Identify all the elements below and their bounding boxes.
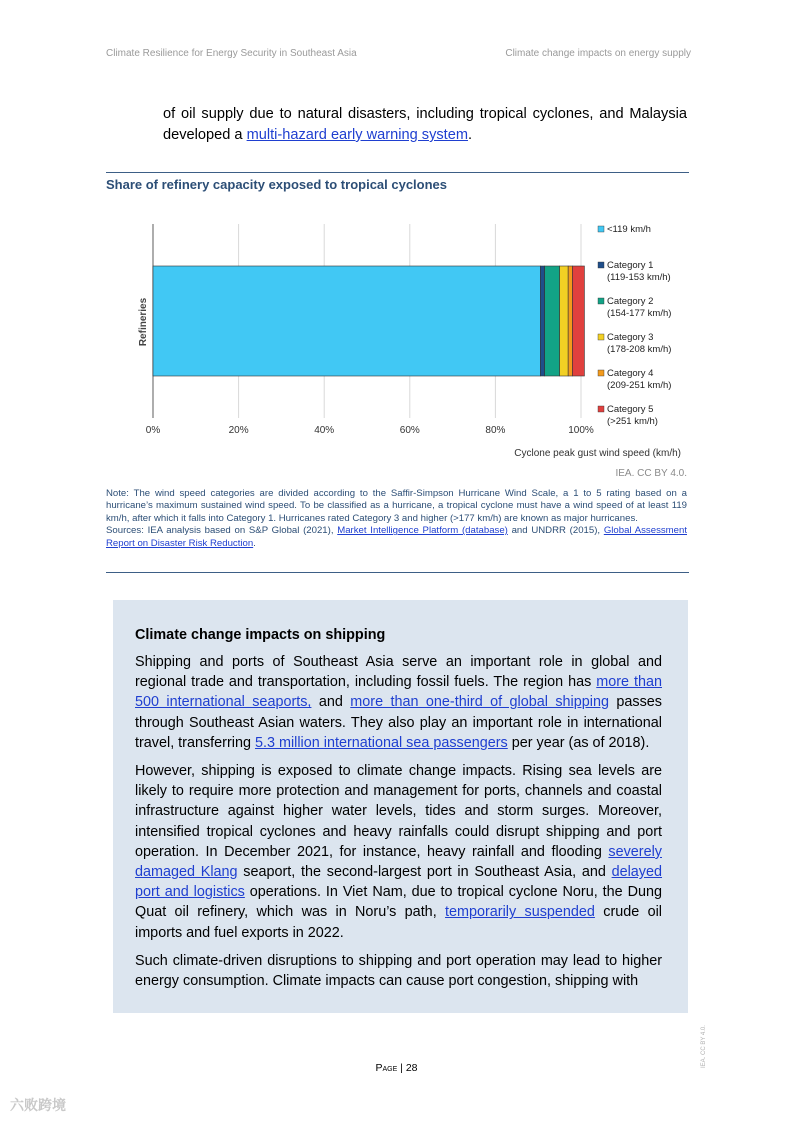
intro-text-end: .	[468, 127, 473, 143]
chart-bars	[153, 266, 584, 376]
legend-swatch	[598, 226, 604, 232]
sources-text	[106, 525, 687, 550]
legend-range: (154-177 km/h)	[607, 308, 672, 319]
sources-mid: and UNDRR (2015),	[507, 525, 604, 537]
legend-label: Category 3	[607, 332, 654, 343]
x-tick-label: 0%	[145, 425, 161, 436]
sources-prefix: Sources: IEA analysis based on S&P Global (2021),	[106, 525, 338, 537]
legend-swatch	[598, 262, 604, 268]
legend-swatch	[598, 406, 604, 412]
box-paragraph-2: However, shipping is exposed to climate change impacts. Rising sea levels are likely to require more protection and management for ports, channels and coastal infrastructure against higher water levels, tides and storm surges. Moreover, intensified tropical cyclones and heavy rainfalls could disrupt shipping and port operation. In December 2021, for instance, heavy rainfall and flooding severely damaged Klang seaport, the second-largest port in Southeast Asia, and delayed port and logistics operations. In Viet Nam, due to tropical cyclone Noru, the Dung Quat oil refinery, which was in Noru’s path, temporarily suspended crude oil imports and fuel exports in 2022.	[135, 763, 663, 941]
side-license-note: IEA. CC BY 4.0.	[701, 1025, 707, 1068]
box-title: Climate change impacts on shipping	[135, 627, 386, 643]
page-number: 28	[405, 1062, 418, 1074]
klang-damage-link[interactable]: severely damaged Klang	[135, 843, 662, 881]
chart-legend	[598, 224, 671, 427]
box-paragraph-1: Shipping and ports of Southeast Asia serve an important role in global and regional trade and transportation, including fossil fuels. The region has more than 500 international seaports, and more than one-third of global shipping passes through Southeast Asian waters. They also play an important role in international travel, transferring 5.3 million international sea passengers per year (as of 2018).	[135, 654, 662, 751]
figure-bottom-rule	[106, 572, 689, 573]
port-logistics-link[interactable]: delayed port and logistics	[135, 864, 663, 901]
legend-range: (>251 km/h)	[607, 416, 658, 427]
legend-label: Category 5	[607, 404, 654, 415]
intro-text: of oil supply due to natural disasters, including tropical cyclones, and Malaysia developed a	[163, 106, 687, 143]
legend-range: (178-208 km/h)	[607, 344, 672, 355]
watermark: 六败跨境	[10, 1097, 66, 1113]
figure-credit: IEA. CC BY 4.0.	[615, 468, 687, 479]
chart-y-axis-label: Refineries	[138, 297, 149, 347]
seaports-link[interactable]: more than 500 international seaports,	[135, 674, 662, 711]
running-header-left: Climate Resilience for Energy Security in Southeast Asia	[106, 48, 357, 59]
figure-top-rule	[106, 172, 689, 173]
shipping-box	[113, 600, 688, 1013]
legend-swatch	[598, 298, 604, 304]
market-intelligence-link[interactable]: Market Intelligence Platform (database)	[337, 525, 508, 537]
page-separator: |	[397, 1062, 406, 1074]
bar-segment-2	[540, 266, 544, 376]
sources-end: .	[253, 537, 256, 549]
global-shipping-link[interactable]: more than one-third of global shipping	[350, 694, 609, 711]
intro-paragraph	[163, 104, 687, 146]
x-tick-label: 60%	[399, 425, 420, 436]
bar-segment-6	[572, 266, 584, 376]
legend-range: (119-153 km/h)	[607, 272, 671, 283]
bar-segment-3	[545, 266, 560, 376]
bar-segment-4	[560, 266, 569, 376]
chart-x-axis-label: Cyclone peak gust wind speed (km/h)	[514, 448, 681, 459]
bar-segment-1	[153, 266, 540, 376]
legend-swatch	[598, 334, 604, 340]
legend-label: Category 4	[607, 368, 654, 379]
page-label: Page	[375, 1062, 398, 1074]
figure-title: Share of refinery capacity exposed to tropical cyclones	[106, 177, 448, 192]
x-tick-label: 20%	[228, 425, 249, 436]
page-footer	[0, 1062, 793, 1074]
legend-label: <119 km/h	[607, 224, 651, 235]
x-tick-label: 80%	[485, 425, 506, 436]
legend-range: (209-251 km/h)	[607, 380, 672, 391]
gar-report-link[interactable]: Global Assessment Report on Disaster Risk Reduction	[106, 525, 687, 549]
refinery-cyclone-chart	[106, 200, 689, 462]
early-warning-link[interactable]: multi-hazard early warning system	[246, 127, 469, 143]
suspended-link[interactable]: temporarily suspended	[445, 904, 595, 921]
running-header-right: Climate change impacts on energy supply	[505, 48, 691, 59]
figure-note	[106, 488, 687, 550]
x-tick-label: 40%	[314, 425, 335, 436]
bar-segment-5	[568, 266, 572, 376]
legend-swatch	[598, 370, 604, 376]
box-paragraph-3: Such climate-driven disruptions to shipping and port operation may lead to higher energy consumption. Climate impacts can cause port congestion, shipping with	[135, 952, 662, 990]
legend-label: Category 1	[607, 260, 654, 271]
x-tick-label: 100%	[568, 425, 594, 436]
legend-label: Category 2	[607, 296, 654, 307]
sea-passengers-link[interactable]: 5.3 million international sea passengers	[254, 734, 508, 751]
note-text: Note: The wind speed categories are divided according to the Saffir-Simpson Hurricane Wind Scale, a 1 to 5 rating based on a hurricane’s maximum sustained wind speed. To be classified as a hurricane, a tropical cyclone must have a wind speed of at least 119 km/h, after which it falls into Category 1. Hurricanes rated Category 3 and higher (>177 km/h) are known as major hurricanes.	[106, 488, 687, 524]
chart-x-ticks	[146, 425, 594, 436]
